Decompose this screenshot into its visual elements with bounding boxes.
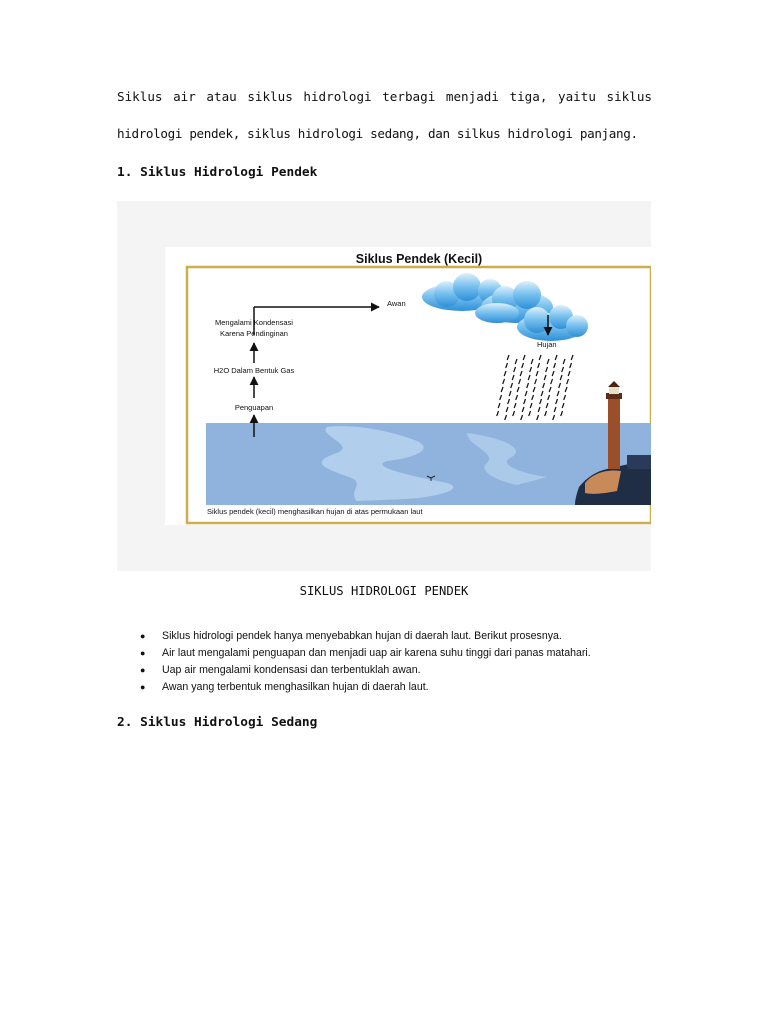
lighthouse-tower bbox=[608, 397, 620, 469]
lighthouse-lamp bbox=[609, 387, 619, 394]
intro-paragraph-line-2: hidrologi pendek, siklus hidrologi sedang, dan silkus hidrologi panjang. bbox=[117, 126, 638, 141]
figure-caption: SIKLUS HIDROLOGI PENDEK bbox=[299, 584, 469, 598]
intro-paragraph-line-1: Siklus air atau siklus hidrologi terbagi menjadi tiga, yaitu siklus bbox=[117, 89, 652, 104]
short-cycle-diagram bbox=[117, 201, 651, 571]
diagram-svg bbox=[117, 201, 651, 571]
label-penguapan: Penguapan bbox=[234, 403, 274, 412]
bullet-icon: ● bbox=[140, 648, 146, 658]
label-hujan: Hujan bbox=[537, 340, 557, 349]
section-2-heading: 2. Siklus Hidrologi Sedang bbox=[117, 715, 318, 730]
list-item: ● Siklus hidrologi pendek hanya menyebabkan hujan di daerah laut. Berikut prosesnya. bbox=[138, 628, 591, 645]
bullet-icon: ● bbox=[140, 665, 146, 675]
label-condensation-2: Karena Pendinginan bbox=[220, 329, 288, 338]
bullet-icon: ● bbox=[140, 631, 146, 641]
bullet-list bbox=[138, 628, 591, 696]
diagram-title: Siklus Pendek (Kecil) bbox=[355, 252, 483, 266]
lighthouse-house bbox=[627, 455, 651, 469]
list-item: ● Uap air mengalami kondensasi dan terbentuklah awan. bbox=[138, 662, 591, 679]
bullet-icon: ● bbox=[140, 682, 146, 692]
list-item: ● Awan yang terbentuk menghasilkan hujan di daerah laut. bbox=[138, 679, 591, 696]
section-1-heading: 1. Siklus Hidrologi Pendek bbox=[117, 165, 318, 180]
label-gas: H2O Dalam Bentuk Gas bbox=[213, 366, 295, 375]
label-condensation-1: Mengalami Kondensasi bbox=[215, 318, 293, 327]
list-item: ● Air laut mengalami penguapan dan menjadi uap air karena suhu tinggi dari panas matahari. bbox=[138, 645, 591, 662]
diagram-footer: Siklus pendek (kecil) menghasilkan hujan di atas permukaan laut bbox=[207, 507, 423, 516]
label-awan: Awan bbox=[387, 299, 406, 308]
